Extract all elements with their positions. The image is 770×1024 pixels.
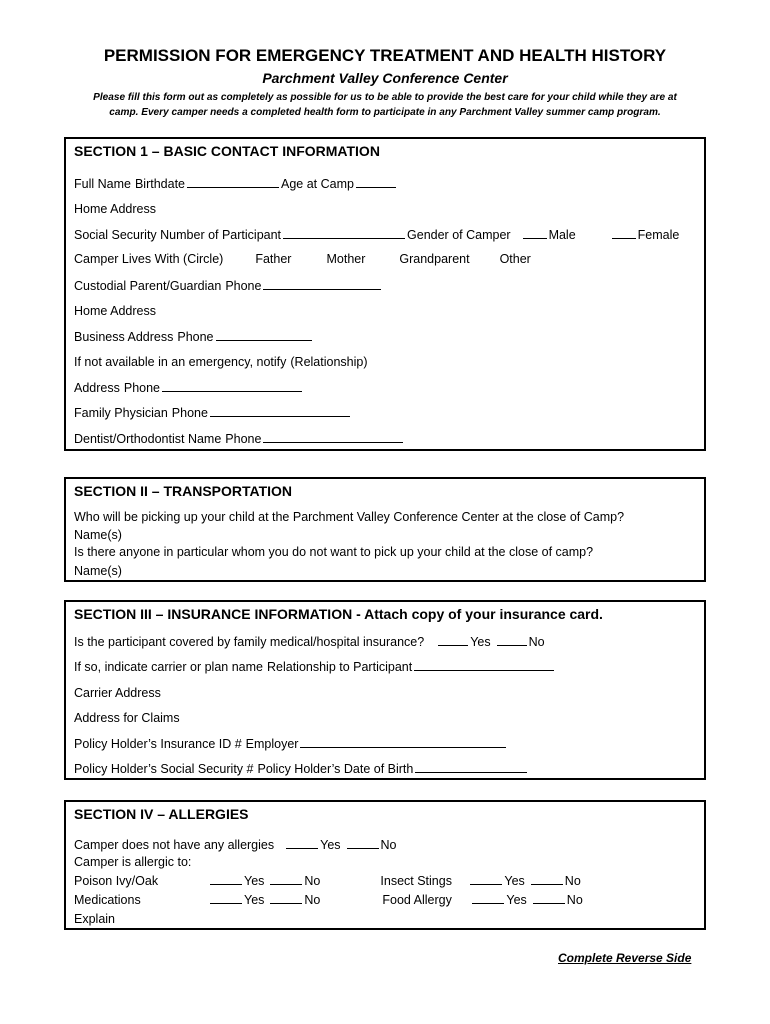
label: Medications: [74, 893, 141, 907]
section-allergies: [64, 800, 706, 930]
section-insurance: [64, 600, 706, 780]
covered-yes-field[interactable]: [438, 634, 468, 646]
male-check-field[interactable]: [523, 227, 547, 239]
section-heading: SECTION 1 – BASIC CONTACT INFORMATION: [74, 143, 380, 159]
allergic-to-row: [74, 855, 696, 871]
label: Phone: [225, 432, 262, 446]
medications-yes-field[interactable]: [210, 892, 242, 904]
label: Family Physician: [74, 406, 168, 420]
no-pickup-names-row: [74, 563, 696, 579]
label: If so, indicate carrier or plan name: [74, 660, 263, 674]
option-father[interactable]: Father: [255, 252, 292, 266]
policy-dob-field[interactable]: [415, 761, 527, 773]
pickup-question: [74, 510, 696, 526]
medications-food-row: [74, 892, 696, 908]
form-title: PERMISSION FOR EMERGENCY TREATMENT AND HEALTH HISTORY: [103, 46, 667, 65]
address-row: [74, 380, 696, 396]
label: Age at Camp: [281, 177, 354, 191]
label: Policy Holder’s Date of Birth: [257, 762, 414, 776]
label: Policy Holder’s Insurance ID #: [74, 737, 242, 751]
intro-line-2: camp. Every camper needs a completed health form to participate in any Parchment Valley summer camp program.: [109, 106, 661, 118]
poison-yes-field[interactable]: [210, 873, 242, 885]
label: Male: [548, 228, 576, 242]
pickup-names-row: [74, 527, 696, 543]
custodial-row: [74, 278, 696, 294]
policy-id-row: [74, 736, 696, 752]
physician-row: [74, 405, 696, 421]
age-field[interactable]: [356, 176, 396, 188]
label: Gender of Camper: [407, 228, 511, 242]
label: Yes: [320, 838, 341, 852]
label: Employer: [245, 737, 299, 751]
label: Social Security Number of Participant: [74, 228, 282, 242]
carrier-row: [74, 659, 696, 675]
label: Phone: [123, 381, 161, 395]
claims-address-row: [74, 710, 696, 726]
explain-row: [74, 911, 696, 927]
section-heading: SECTION IV – ALLERGIES: [74, 806, 249, 822]
label: Dentist/Orthodontist Name: [74, 432, 222, 446]
label: Carrier Address: [74, 686, 161, 700]
label: Poison Ivy/Oak: [74, 874, 159, 888]
label: Home Address: [74, 304, 156, 318]
label: No: [564, 874, 581, 888]
label: Address for Claims: [74, 711, 180, 725]
section-heading: SECTION III – INSURANCE INFORMATION - Attach copy of your insurance card.: [74, 606, 603, 622]
label: Camper is allergic to:: [74, 855, 192, 869]
label: If not available in an emergency, notify: [74, 355, 287, 369]
label: Birthdate: [134, 177, 185, 191]
ssn-field[interactable]: [283, 227, 405, 239]
label: No: [304, 874, 321, 888]
label: Explain: [74, 912, 115, 926]
section-basic-contact: [64, 137, 706, 451]
label: Is there anyone in particular whom you do not want to pick up your child at the close of camp?: [74, 545, 594, 559]
no-pickup-question: [74, 545, 696, 561]
policy-ssn-row: [74, 761, 696, 777]
insect-no-field[interactable]: [531, 873, 563, 885]
label: Yes: [506, 893, 527, 907]
poison-insect-row: [74, 873, 696, 889]
label: Name(s): [74, 528, 122, 542]
dentist-row: [74, 431, 696, 447]
covered-row: [74, 634, 696, 650]
label: Custodial Parent/Guardian: [74, 279, 222, 293]
option-other[interactable]: Other: [499, 252, 531, 266]
employer-field[interactable]: [300, 736, 506, 748]
business-phone-field[interactable]: [216, 329, 312, 341]
insect-yes-field[interactable]: [470, 873, 502, 885]
option-grandparent[interactable]: Grandparent: [399, 252, 470, 266]
no-allergies-yes-field[interactable]: [286, 837, 318, 849]
label: Female: [637, 228, 680, 242]
label: No: [566, 893, 583, 907]
label: Is the participant covered by family medical/hospital insurance?: [74, 635, 425, 649]
female-check-field[interactable]: [612, 227, 636, 239]
custodial-phone-field[interactable]: [263, 278, 381, 290]
label: Insect Stings: [380, 874, 452, 888]
label: Phone: [171, 406, 208, 420]
label: Business Address: [74, 330, 174, 344]
business-row: [74, 329, 696, 345]
form-subtitle: Parchment Valley Conference Center: [262, 70, 508, 86]
label: No: [304, 893, 321, 907]
label: Name(s): [74, 564, 122, 578]
no-allergies-no-field[interactable]: [347, 837, 379, 849]
option-mother[interactable]: Mother: [326, 252, 366, 266]
form-intro: [83, 90, 688, 120]
medications-no-field[interactable]: [270, 892, 302, 904]
covered-no-field[interactable]: [497, 634, 527, 646]
label: Yes: [244, 874, 265, 888]
full-name-row: [74, 176, 696, 192]
label: Yes: [470, 635, 491, 649]
ssn-gender-row: [74, 227, 696, 243]
physician-phone-field[interactable]: [210, 405, 350, 417]
relationship-field[interactable]: [414, 659, 554, 671]
label: Full Name: [74, 177, 131, 191]
birthdate-field[interactable]: [187, 176, 279, 188]
home-address2-row: [74, 303, 696, 319]
label: Yes: [244, 893, 265, 907]
lives-with-row: [74, 252, 696, 268]
dentist-phone-field[interactable]: [263, 431, 403, 443]
carrier-address-row: [74, 685, 696, 701]
poison-no-field[interactable]: [270, 873, 302, 885]
section-transportation: [64, 477, 706, 582]
label: Address: [74, 381, 120, 395]
label: (Relationship): [290, 355, 368, 369]
label: Policy Holder’s Social Security #: [74, 762, 254, 776]
label: Camper Lives With (Circle): [74, 252, 224, 266]
label: Phone: [225, 279, 262, 293]
no-allergies-row: [74, 837, 696, 853]
label: No: [528, 635, 545, 649]
label: No: [380, 838, 397, 852]
label: Food Allergy: [382, 893, 452, 907]
address-phone-field[interactable]: [162, 380, 302, 392]
label: Who will be picking up your child at the Parchment Valley Conference Center at the close of Camp?: [74, 510, 625, 524]
label: Home Address: [74, 202, 156, 216]
reverse-side-note: Complete Reverse Side: [558, 951, 692, 965]
home-address-row: [74, 201, 696, 217]
label: Camper does not have any allergies: [74, 838, 275, 852]
notify-row: [74, 354, 696, 370]
label: Phone: [177, 330, 214, 344]
section-heading: SECTION II – TRANSPORTATION: [74, 483, 293, 499]
food-no-field[interactable]: [533, 892, 565, 904]
intro-line-1: Please fill this form out as completely as possible for us to be able to provide the best care for your child while they are at: [93, 91, 677, 103]
label: Relationship to Participant: [266, 660, 413, 674]
label: Yes: [504, 874, 525, 888]
food-yes-field[interactable]: [472, 892, 504, 904]
